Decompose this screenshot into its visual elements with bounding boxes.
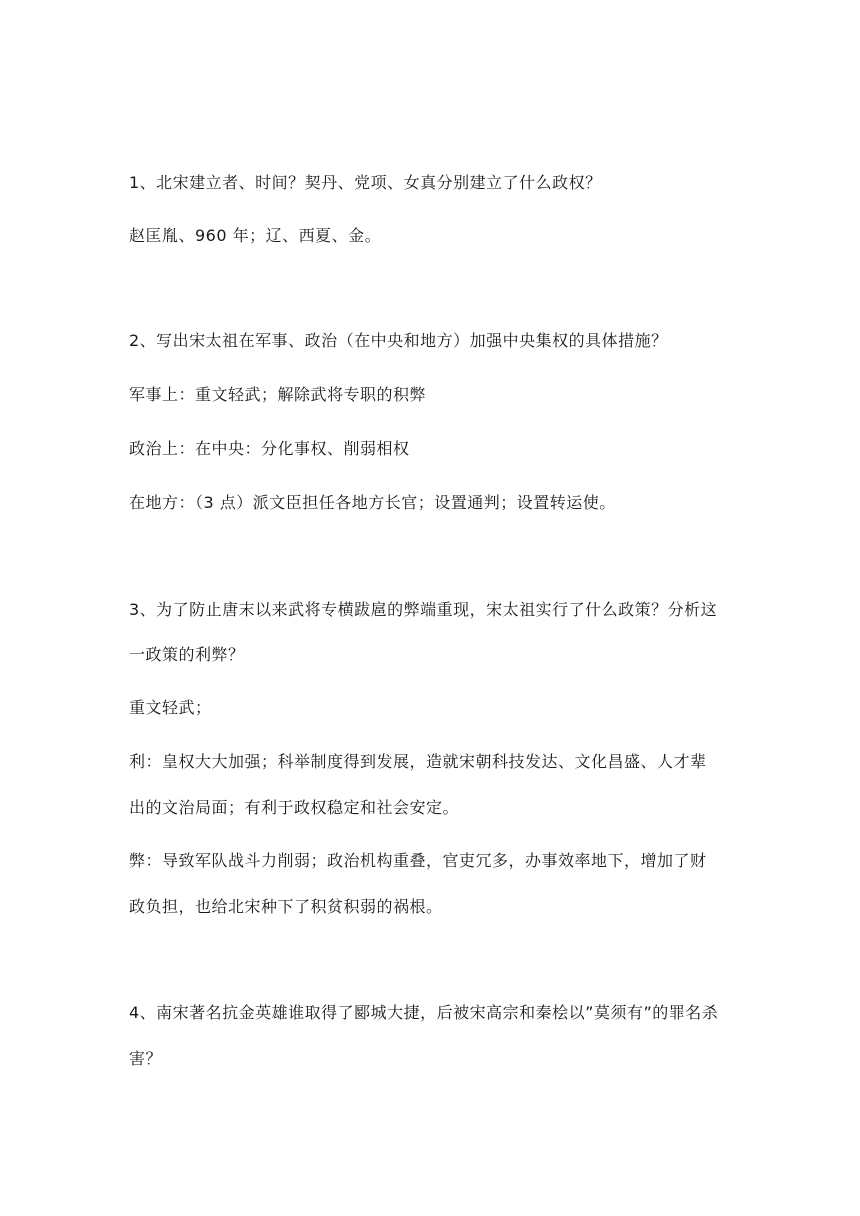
- answer-2-political: 政治上：在中央：分化事权、削弱相权: [129, 439, 410, 458]
- answer-3-cons-line-2: 政负担，也给北宋种下了积贫积弱的祸根。: [129, 897, 443, 916]
- answer-3-pros-line-1: 利：皇权大大加强；科举制度得到发展，造就宋朝科技发达、文化昌盛、人才辈: [129, 752, 707, 771]
- answer-3-policy: 重文轻武；: [129, 698, 212, 717]
- answer-3-pros-line-2: 出的文治局面；有利于政权稳定和社会安定。: [129, 798, 460, 817]
- question-2: 2、写出宋太祖在军事、政治（在中央和地方）加强中央集权的具体措施？: [129, 331, 668, 350]
- answer-3-cons-line-1: 弊：导致军队战斗力削弱；政治机构重叠，官吏冗多，办事效率地下，增加了财: [129, 851, 707, 870]
- question-1: 1、北宋建立者、时间？契丹、党项、女真分别建立了什么政权？: [129, 173, 602, 192]
- question-3-line-1: 3、为了防止唐末以来武将专横跋扈的弊端重现，宋太祖实行了什么政策？分析这: [129, 600, 718, 619]
- question-3-line-2: 一政策的利弊？: [129, 645, 245, 664]
- answer-2-military: 军事上：重文轻武；解除武将专职的积弊: [129, 385, 427, 404]
- answer-1: 赵匡胤、960 年；辽、西夏、金。: [129, 226, 382, 245]
- question-4-line-2: 害？: [129, 1049, 163, 1068]
- answer-2-local: 在地方：（3 点）派文臣担任各地方长官；设置通判；设置转运使。: [129, 493, 616, 512]
- question-4-line-1: 4、南宋著名抗金英雄谁取得了郾城大捷，后被宋高宗和秦桧以”莫须有”的罪名杀: [129, 1003, 719, 1022]
